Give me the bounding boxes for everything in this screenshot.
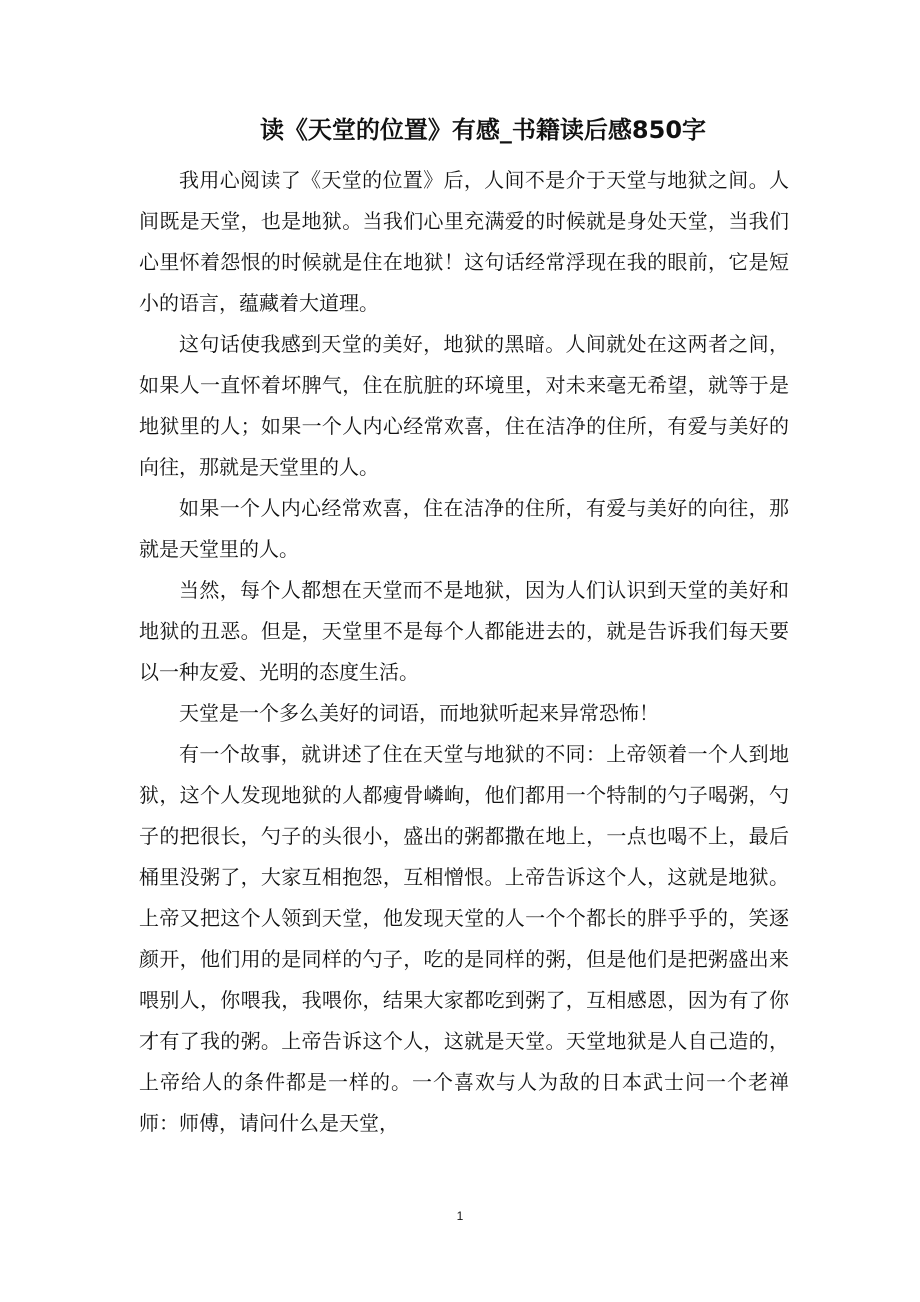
- page-number: 1: [456, 1209, 464, 1223]
- paragraph: 这句话使我感到天堂的美好，地狱的黑暗。人间就处在这两者之间，如果人一直怀着坏脾气，住在肮脏的环境里，对未来毫无希望，就等于是地狱里的人；如果一个人内心经常欢喜，住在洁净的住所，有爱与美好的向往，那就是天堂里的人。: [139, 332, 789, 479]
- paragraph: 天堂是一个多么美好的词语，而地狱听起来异常恐怖！: [179, 701, 659, 725]
- document-body: [139, 160, 789, 1144]
- document-title: 读《天堂的位置》有感_书籍读后感850字: [259, 116, 707, 144]
- paragraph: 有一个故事，就讲述了住在天堂与地狱的不同：上帝领着一个人到地狱，这个人发现地狱的人都瘦骨嶙峋，他们都用一个特制的勺子喝粥，勺子的把很长，勺子的头很小，盛出的粥都撒在地上，一点也喝不上，最后桶里没粥了，大家互相抱怨，互相憎恨。上帝告诉这个人，这就是地狱。上帝又把这个人领到天堂，他发现天堂的人一个个都长的胖乎乎的，笑逐颜开，他们用的是同样的勺子，吃的是同样的粥，但是他们是把粥盛出来喂别人，你喂我，我喂你，结果大家都吃到粥了，互相感恩，因为有了你才有了我的粥。上帝告诉这个人，这就是天堂。天堂地狱是人自己造的，上帝给人的条件都是一样的。一个喜欢与人为敌的日本武士问一个老禅师：师傅，请问什么是天堂，: [139, 742, 789, 1135]
- paragraph: 我用心阅读了《天堂的位置》后，人间不是介于天堂与地狱之间。人间既是天堂，也是地狱。当我们心里充满爱的时候就是身处天堂，当我们心里怀着怨恨的时候就是住在地狱！这句话经常浮现在我的眼前，它是短小的语言，蕴藏着大道理。: [139, 168, 789, 315]
- paragraph: 如果一个人内心经常欢喜，住在洁净的住所，有爱与美好的向往，那就是天堂里的人。: [139, 496, 789, 561]
- paragraph: 当然，每个人都想在天堂而不是地狱，因为人们认识到天堂的美好和地狱的丑恶。但是，天堂里不是每个人都能进去的，就是告诉我们每天要以一种友爱、光明的态度生活。: [139, 578, 789, 684]
